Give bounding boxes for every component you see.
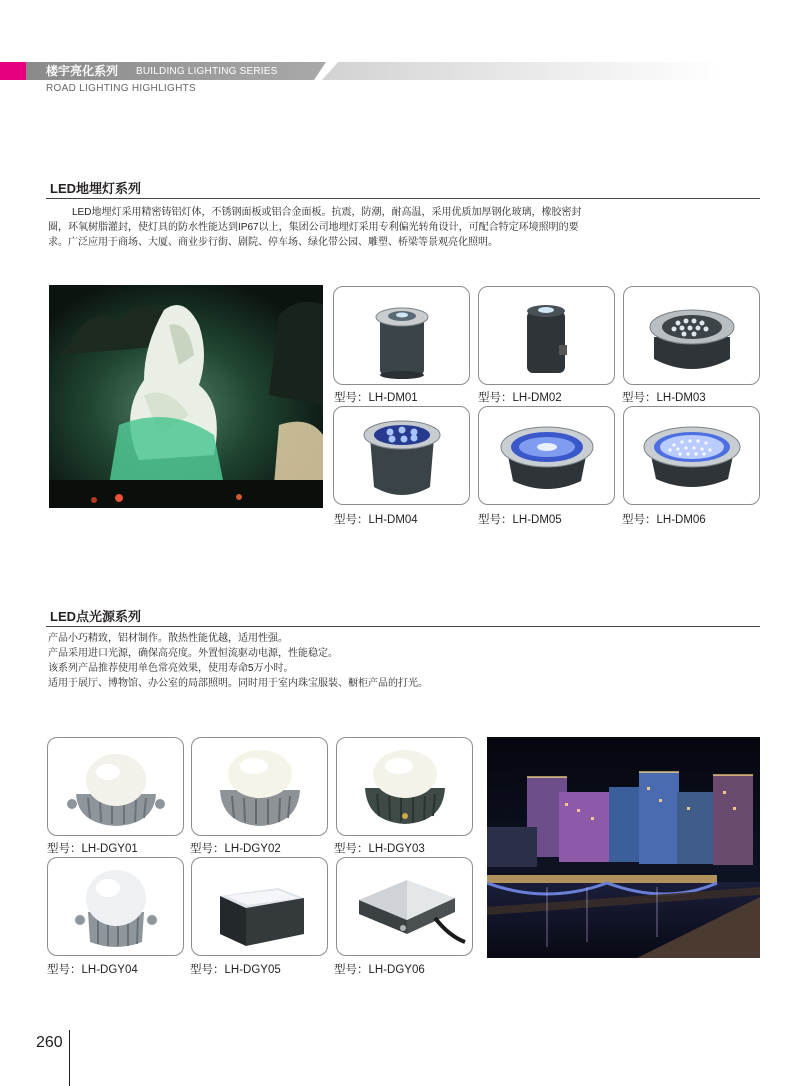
inground-light-icon [624,407,759,504]
description-line: 圈，环氧树脂灌封，使灯具的防水性能达到IP67以上，集团公司地埋灯采用专利偏光转角设计，可配合特定环境照明的要 [48,222,579,233]
header-accent-bar [0,62,26,80]
product-card-lh-dm06[interactable] [623,406,760,505]
product-card-lh-dgy01[interactable] [47,737,184,836]
product-card-lh-dgy04[interactable] [47,857,184,956]
product-model-label: 型号：LH-DGY05 [190,964,281,976]
product-model-label: 型号：LH-DM02 [478,392,562,404]
product-card-lh-dgy06[interactable] [336,857,473,956]
description-line: LED地埋灯采用精密铸铝灯体，不锈钢面板或铝合金面板。抗震，防潮，耐高温，采用优质加厚钢化玻璃，橡胶密封 [72,207,582,218]
point-light-icon [48,858,183,955]
point-light-icon [192,858,327,955]
header-title-en: BUILDING LIGHTING SERIES [136,66,278,77]
inground-light-icon [334,407,469,504]
product-card-lh-dm03[interactable] [623,286,760,385]
product-model-label: 型号：LH-DM03 [622,392,706,404]
description-line: 该系列产品推荐使用单色常亮效果，使用寿命5万小时。 [48,663,294,674]
inground-light-icon [624,287,759,384]
product-card-lh-dgy02[interactable] [191,737,328,836]
product-model-label: 型号：LH-DGY01 [47,843,138,855]
product-model-label: 型号：LH-DM01 [334,392,418,404]
header-subtitle: ROAD LIGHTING HIGHLIGHTS [46,83,196,94]
inground-light-icon [479,407,614,504]
header-title-cn: 楼宇亮化系列 [46,64,119,78]
product-card-lh-dm04[interactable] [333,406,470,505]
page-number-divider [69,1030,70,1086]
section-description-inground [48,205,648,250]
point-light-icon [337,858,472,955]
product-model-label: 型号：LH-DGY02 [190,843,281,855]
description-line: 求。广泛应用于商场、大厦、商业步行街、剧院、停车场、绿化带公园、雕塑、桥梁等景观亮化照明。 [48,237,498,248]
section-description-point-light [48,631,648,691]
inground-light-icon [334,287,469,384]
point-light-icon [337,738,472,835]
section-title-point-light: LED点光源系列 [50,609,142,624]
section-divider [46,626,760,627]
rock-garden-night-photo [49,285,323,508]
description-line: 适用于展厅、博物馆、办公室的局部照明。同时用于室内珠宝服装、橱柜产品的打光。 [48,678,428,689]
product-card-lh-dm02[interactable] [478,286,615,385]
header-band-fade [322,62,722,80]
product-model-label: 型号：LH-DM04 [334,514,418,526]
page-number: 260 [36,1034,63,1051]
city-night-photo [487,737,760,958]
product-model-label: 型号：LH-DGY03 [334,843,425,855]
product-card-lh-dm01[interactable] [333,286,470,385]
product-card-lh-dgy03[interactable] [336,737,473,836]
section-title-inground: LED地埋灯系列 [50,181,142,196]
product-card-lh-dgy05[interactable] [191,857,328,956]
product-model-label: 型号：LH-DM05 [478,514,562,526]
section-divider [46,198,760,199]
description-line: 产品小巧精致，铝材制作。散热性能优越，适用性强。 [48,633,288,644]
product-model-label: 型号：LH-DM06 [622,514,706,526]
description-line: 产品采用进口光源，确保高亮度。外置恒流驱动电源，性能稳定。 [48,648,338,659]
product-model-label: 型号：LH-DGY06 [334,964,425,976]
point-light-icon [192,738,327,835]
product-model-label: 型号：LH-DGY04 [47,964,138,976]
product-card-lh-dm05[interactable] [478,406,615,505]
inground-light-icon [479,287,614,384]
point-light-icon [48,738,183,835]
